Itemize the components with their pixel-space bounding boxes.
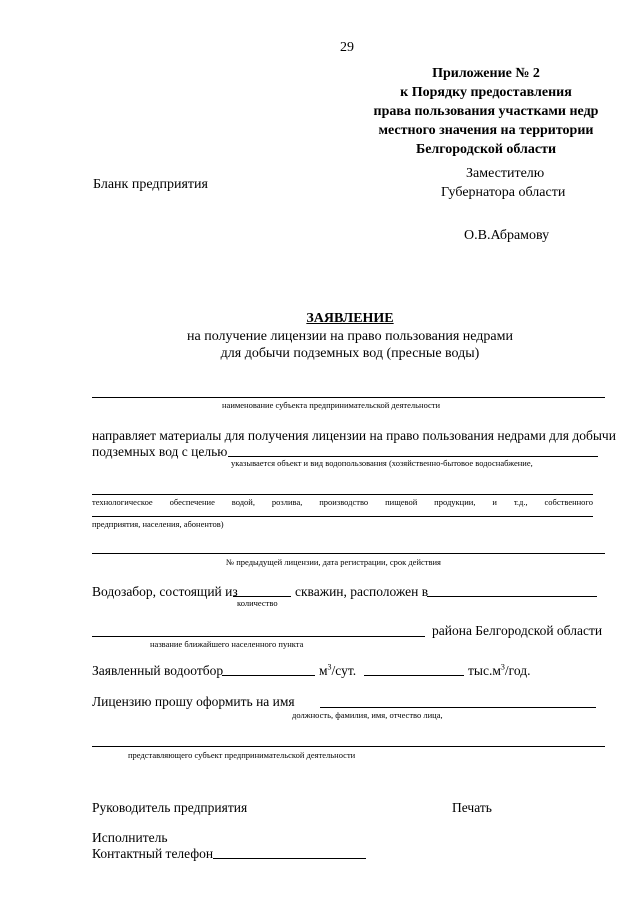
entity-name-line[interactable]: [92, 397, 605, 398]
purpose-line-2[interactable]: [92, 494, 593, 495]
intake-label: Водозабор, состоящий из: [92, 584, 238, 599]
sends-materials-text: направляет материалы для получения лицензии на право пользования недрами для добычи: [92, 428, 616, 443]
previous-license-hint: № предыдущей лицензии, дата регистрации, срок действия: [226, 557, 441, 567]
entity-name-hint: наименование субъекта предпринимательской деятельности: [222, 400, 441, 410]
previous-license-line[interactable]: [92, 553, 605, 554]
addressee-position: Губернатора области: [441, 185, 566, 200]
hint-word: собственного: [544, 497, 593, 507]
purpose-line-3[interactable]: [92, 516, 593, 517]
hint-word: розлива,: [271, 497, 303, 507]
addressee-title: Заместителю: [466, 166, 545, 181]
document-subtitle: для добычи подземных вод (пресные воды): [220, 346, 480, 361]
appendix-line: права пользования участками недр: [373, 104, 599, 119]
quantity-hint: количество: [237, 598, 278, 608]
settlement-hint: название ближайшего населенного пункта: [150, 639, 304, 649]
purpose-hint: указывается объект и вид водопользования (хозяйственно-бытовое водоснабжение,: [231, 458, 533, 468]
wells-count-line[interactable]: [233, 596, 291, 597]
withdrawal-day-line[interactable]: [222, 675, 315, 676]
unit-per-day: $м^3$/сут.: [319, 662, 357, 678]
addressee-name: О.В.Абрамову: [464, 228, 550, 243]
hint-word: водой,: [231, 497, 255, 507]
person-hint: должность, фамилия, имя, отчество лица,: [292, 710, 443, 720]
license-name-line[interactable]: [320, 707, 596, 708]
wells-label: скважин, расположен в: [295, 584, 429, 599]
hint-word: т.д.,: [513, 497, 528, 507]
representative-line[interactable]: [92, 746, 605, 747]
hint-word: пищевой: [385, 497, 418, 507]
letterhead-label: Бланк предприятия: [93, 177, 208, 192]
hint-word: и: [492, 497, 497, 507]
purpose-line[interactable]: [228, 456, 598, 457]
appendix-line: Белгородской области: [415, 142, 557, 157]
unit-per-year: $тыс.м^3$/год.: [468, 662, 531, 678]
document-title: ЗАЯВЛЕНИЕ: [306, 311, 394, 326]
phone-label: Контактный телефон: [92, 846, 214, 861]
hint-word: обеспечение: [169, 497, 215, 507]
hint-word: технологическое: [92, 497, 153, 507]
representative-hint: представляющего субъект предпринимательской деятельности: [128, 750, 356, 760]
document-subtitle: на получение лицензии на право пользования недрами: [187, 329, 513, 344]
purpose-label: подземных вод с целью: [92, 444, 228, 459]
withdrawal-year-line[interactable]: [364, 675, 464, 676]
settlement-line[interactable]: [92, 636, 425, 637]
executor-label: Исполнитель: [92, 830, 168, 845]
location-line[interactable]: [427, 596, 597, 597]
license-name-label: Лицензию прошу оформить на имя: [92, 694, 295, 709]
withdrawal-label: Заявленный водоотбор: [92, 663, 224, 678]
purpose-hint: предприятия, населения, абонентов): [92, 519, 224, 529]
head-signature-label: Руководитель предприятия: [92, 800, 248, 815]
appendix-block: [360, 64, 612, 159]
stamp-label: Печать: [452, 800, 492, 815]
phone-line[interactable]: [213, 858, 366, 859]
hint-word: продукции,: [434, 497, 476, 507]
appendix-title: Приложение № 2: [432, 66, 540, 81]
appendix-line: местного значения на территории: [378, 123, 594, 138]
purpose-hint-justified: [92, 497, 593, 507]
appendix-line: к Порядку предоставления: [400, 85, 572, 100]
page-number: 29: [340, 40, 354, 55]
district-label: района Белгородской области: [432, 623, 603, 638]
hint-word: производство: [319, 497, 369, 507]
